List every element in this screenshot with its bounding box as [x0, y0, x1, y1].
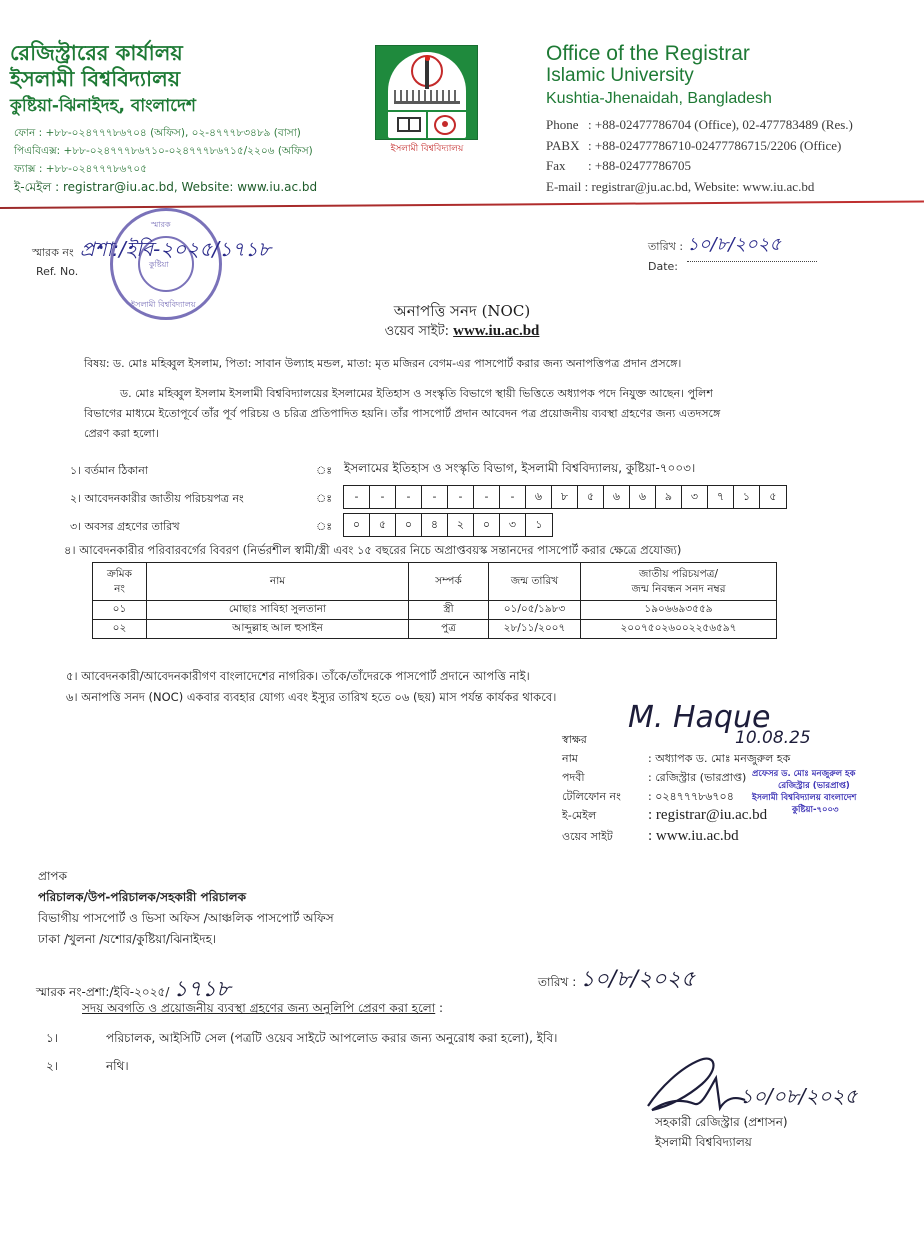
assistant-signature-date: ১০/০৮/২০২৫ — [740, 1084, 858, 1108]
table-row: ০১ মোছাঃ সাবিহা সুলতানা স্ত্রী ০১/০৫/১৯৮৩ ১৯০৬৬৯৩৫৫৯ — [93, 601, 777, 620]
recipient-block — [38, 866, 334, 950]
recipient-label: প্রাপক — [38, 869, 67, 883]
sig-row-signature: স্বাক্ষর — [562, 733, 587, 746]
copy-date: তারিখ : ১০/৮/২০২৫ — [538, 962, 695, 999]
ref-number — [32, 235, 271, 268]
contact-block-en — [546, 115, 853, 197]
fax-value: : +88-02477786705 — [588, 158, 692, 173]
sig-row-email: ই-মেইল : registrar@iu.ac.bd — [562, 807, 768, 823]
calligraphy-icon — [394, 90, 460, 104]
col-serial: ক্রমিক নং — [93, 563, 147, 601]
office-name-bn: রেজিস্ট্রারের কার্যালয় — [10, 41, 183, 65]
logo-caption: ইসলামী বিশ্ববিদ্যালয় — [390, 144, 464, 154]
pabx-value: : +88-02477786710-02477786715/2206 (Office) — [588, 137, 842, 153]
note-5: ৫। আবেদনকারী/আবেদনকারীগণ বাংলাদেশের নাগরিক। তাঁকে/তাঁদেরকে পাসপোর্ট প্রদানে আপত্তি নাই। — [66, 669, 530, 683]
fax-row: Fax : +88-02477786705 — [546, 156, 853, 177]
candle-icon — [425, 59, 429, 89]
col-relation: সম্পর্ক — [409, 563, 489, 601]
recipient-line-1: পরিচালক/উপ-পরিচালক/সহকারী পরিচালক — [38, 890, 246, 904]
phone-value: : +88-02477786704 (Office), 02-477783489 (Res.) — [588, 117, 853, 132]
phone-bn: ফোন : +৮৮-০২৪৭৭৭৮৬৭০৪ (অফিস), ০২-৪৭৭৭৮৩৪৮৯ (বাসা) — [14, 127, 301, 139]
university-logo — [375, 45, 478, 140]
family-heading: ৪। আবেদনকারীর পরিবারবর্গের বিবরণ (নির্ভরশীল স্বামী/স্ত্রী এবং ১৫ বছরের নিচে অপ্রাপ্তবয়স্ক সন্তানদের পাসপোর্ট করার ক্ষেত্রে প্রযোজ্য) — [64, 543, 682, 557]
recipient-line-3: ঢাকা /খুলনা /যশোর/কুষ্টিয়া/ঝিনাইদহ। — [38, 932, 217, 946]
item-nid-label: ২। আবেদনকারীর জাতীয় পরিচয়পত্র নং — [70, 492, 244, 505]
nid-digit-boxes: - - - - - - - ৬ ৮ ৫ ৬ ৬ ৯ ৩ ৭ ১ ৫ — [343, 485, 787, 509]
signer-title: সহকারী রেজিস্ট্রার (প্রশাসন) — [655, 1115, 788, 1129]
office-stamp: স্মারক কুষ্টিয়া ইসলামী বিশ্ববিদ্যালয় — [110, 208, 222, 320]
col-name: নাম — [147, 563, 409, 601]
office-name-en: Office of the Registrar — [546, 42, 750, 65]
registrar-signature: M. Haque — [628, 700, 771, 735]
university-name-bn: ইসলামী বিশ্ববিদ্যালয় — [10, 67, 181, 91]
paragraph-line-2: বিভাগের মাধ্যমে ইতোপূর্বে তাঁর পূর্ব পরিচয় ও চরিত্র প্রতিপাদিত হয়নি। তাঁর পাসপোর্ট প্রদান আবেদন পত্র প্রয়োজনীয় ব্যবস্থা গ্রহণের জন্য এতদসঙ্গে — [84, 407, 721, 420]
date-label-bn: তারিখ : — [648, 240, 684, 253]
paragraph-line-3: প্রেরণ করা হলো। — [84, 427, 159, 440]
location-bn: কুষ্টিয়া-ঝিনাইদহ, বাংলাদেশ — [10, 96, 196, 116]
letterhead-bn — [10, 40, 196, 118]
item-address-label: ১। বর্তমান ঠিকানা — [70, 464, 148, 477]
table-row: ০২ আব্দুল্লাহ আল হুসাইন পুত্র ২৮/১১/২০০৭ ২০০৭৫০২৬০০২২৫৬৫৯৭ — [93, 620, 777, 639]
contact-block-bn — [14, 124, 317, 196]
family-table — [92, 562, 777, 639]
document-title: অনাপত্তি সনদ (NOC) — [393, 302, 531, 320]
recipient-line-2: বিভাগীয় পাসপোর্ট ও ভিসা অফিস /আঞ্চলিক পাসপোর্ট অফিস — [38, 911, 334, 925]
email-en: E-mail : registrar@ju.ac.bd, Website: www.iu.ac.bd — [546, 178, 815, 194]
sig-row-name: নাম : অধ্যাপক ড. মোঃ মনজুরুল হক — [562, 752, 791, 765]
website-line — [0, 322, 924, 343]
col-id: জাতীয় পরিচয়পত্র/ জন্ম নিবন্ধন সনদ নম্বর — [581, 563, 777, 601]
subject-line: বিষয়: ড. মোঃ মহিব্বুল ইসলাম, পিতা: সাবান উল্যাহ মন্ডল, মাতা: মৃত মজিরন বেগম-এর পাসপোর্ট করার জন্য অনাপত্তিপত্র প্রদান প্রসঙ্গে। — [84, 357, 682, 370]
ref-label-bn: স্মারক নং — [32, 246, 74, 259]
logo-arch-icon — [388, 52, 466, 138]
retirement-date-boxes: ০ ৫ ০ ৪ ২ ০ ৩ ১ — [343, 513, 553, 537]
date-label-en: Date: — [648, 260, 678, 273]
item-retirement-label: ৩। অবসর গ্রহণের তারিখ — [70, 520, 180, 533]
col-dob: জন্ম তারিখ — [489, 563, 581, 601]
assistant-registrar-signature-icon — [640, 1048, 750, 1118]
paragraph-line-1: ড. মোঃ মহিব্বুল ইসলাম ইসলামী বিশ্ববিদ্যালয়ের ইসলামের ইতিহাস ও সংস্কৃতি বিভাগে স্থায়ী ভিত্তিতে অধ্যাপক পদে নিযুক্ত আছেন। পুলিশ — [120, 387, 713, 400]
note-6: ৬। অনাপত্তি সনদ (NOC) একবার ব্যবহার যোগ্য এবং ইস্যুর তারিখ হতে ০৬ (ছয়) মাস পর্যন্ত কার্যকর থাকবে। — [66, 690, 557, 704]
letterhead-en — [546, 42, 772, 110]
copy-list-item: ২। নথি। — [46, 1059, 129, 1073]
copy-list-item: ১। পরিচালক, আইসিটি সেল (পত্রটি ওয়েব সাইটে আপলোড করার জন্য অনুরোধ করা হলো), ইবি। — [46, 1031, 558, 1045]
date-handwritten: ১০/৮/২০২৫ — [687, 230, 817, 262]
university-name-en: Islamic University — [546, 65, 694, 86]
flame-icon — [425, 55, 430, 61]
sig-row-website: ওয়েব সাইট : www.iu.ac.bd — [562, 828, 739, 844]
copy-heading: সদয় অবগতি ও প্রয়োজনীয় ব্যবস্থা গ্রহণের জন্য অনুলিপি প্রেরণ করা হলো : — [82, 1001, 444, 1015]
location-en: Kushtia-Jhenaidah, Bangladesh — [546, 90, 772, 107]
header-divider — [0, 201, 924, 209]
date-field — [648, 230, 817, 262]
sig-row-phone: টেলিফোন নং : ০২৪৭৭৭৮৬৭০৪ — [562, 790, 734, 803]
pabx-bn: পিএবিএক্স: +৮৮-০২৪৭৭৭৮৬৭১০-০২৪৭৭৭৮৬৭১৫/২২০৬ (অফিস) — [14, 145, 313, 157]
pabx-row: PABX : +88-02477786710-02477786715/2206 (Office) — [546, 136, 853, 157]
website-label: ওয়েব সাইট: — [384, 324, 449, 339]
copy-date-handwritten: ১০/৮/২০২৫ — [580, 967, 696, 992]
website-link[interactable]: www.iu.ac.bd — [453, 323, 540, 339]
signature-date: 10.08.25 — [735, 728, 811, 748]
item-address-value: ইসলামের ইতিহাস ও সংস্কৃতি বিভাগ, ইসলামী বিশ্ববিদ্যালয়, কুষ্টিয়া-৭০০৩। — [344, 461, 696, 475]
table-header-row — [93, 563, 777, 601]
ref-handwritten: প্রশা:/ইবি-২০২৫/১৭১৮ — [79, 237, 271, 261]
copy-memo-number: স্মারক নং-প্রশা:/ইবি-২০২৫/ ১৭১৮ — [36, 972, 231, 1009]
email-bn: ই-মেইল : registrar@iu.ac.bd, Website: www.iu.ac.bd — [14, 180, 318, 194]
fax-bn: ফ্যাক্স : +৮৮-০২৪৭৭৭৮৬৭০৫ — [14, 163, 147, 175]
book-icon — [397, 117, 421, 132]
registrar-seal: প্রফেসর ড. মোঃ মনজুরুল হক রেজিস্ট্রার (ভারপ্রাপ্ত) ইসলামী বিশ্ববিদ্যালয় বাংলাদেশ কুষ্টিয়া-৭০০৩ — [752, 769, 857, 815]
signer-org: ইসলামী বিশ্ববিদ্যালয় — [655, 1135, 752, 1149]
copy-memo-handwritten: ১৭১৮ — [173, 977, 231, 1002]
sig-row-designation: পদবী : রেজিস্ট্রার (ভারপ্রাপ্ত) — [562, 771, 747, 784]
phone-row: Phone : +88-02477786704 (Office), 02-477783489 (Res.) — [546, 115, 853, 136]
atom-icon — [434, 115, 456, 135]
ref-label-en: Ref. No. — [36, 265, 79, 278]
